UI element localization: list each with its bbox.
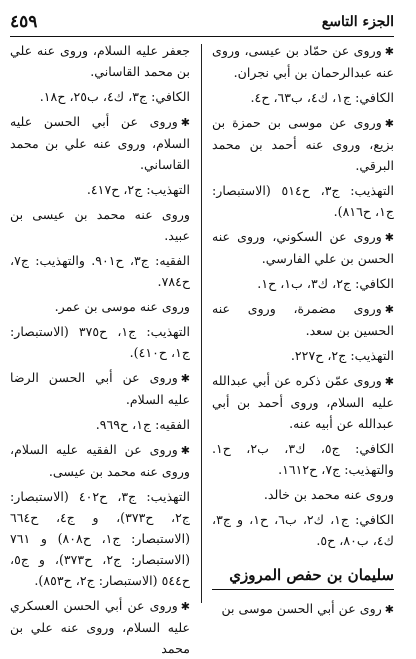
entry-text: وروى عن حمّاد بن عيسى، وروى عنه عبدالرحمان بن أبي نجران. bbox=[212, 43, 394, 80]
entry-paragraph bbox=[10, 367, 190, 410]
asterisk-icon: ✱ bbox=[384, 117, 394, 130]
entry-paragraph bbox=[10, 250, 190, 292]
asterisk-icon: ✱ bbox=[180, 444, 190, 457]
entry-paragraph bbox=[212, 438, 394, 480]
entry-text: وروى عن أبي الحسن العسكري عليه السلام، وروى عنه علي بن محمد bbox=[10, 598, 190, 656]
entry-text: الفقيه: ج١، ح٩٦٩. bbox=[95, 417, 190, 432]
entry-text: وروى عنه محمد بن خالد. bbox=[263, 487, 394, 502]
entry-paragraph bbox=[212, 298, 394, 341]
entry-text: وروى عن أبي الحسن الرضا عليه السلام. bbox=[10, 370, 190, 407]
entry-text: التهذيب: ج٢، ح٢٢٧. bbox=[290, 348, 394, 363]
entry-paragraph bbox=[212, 226, 394, 269]
entry-paragraph bbox=[212, 180, 394, 222]
entry-text: الكافي: ج٥، ك٣، ب٢، ح١. والتهذيب: ج٧، ح١٦١٢. bbox=[212, 441, 394, 477]
asterisk-icon: ✱ bbox=[180, 372, 190, 385]
entry-text: التهذيب: ج٢، ح٤١٧. bbox=[86, 182, 190, 197]
entry-paragraph bbox=[10, 40, 190, 82]
entry-paragraph bbox=[212, 598, 394, 620]
entry-text: وروى عن السكوني، وروى عنه الحسن بن علي الفارسي. bbox=[212, 229, 394, 266]
asterisk-icon: ✱ bbox=[180, 600, 190, 613]
entry-paragraph bbox=[10, 179, 190, 200]
column-divider bbox=[201, 44, 202, 603]
entry-paragraph bbox=[10, 595, 190, 659]
entry-text: وروى عمّن ذكره عن أبي عبدالله عليه السلام، وروى أحمد بن أبي عبدالله عن أبيه عنه. bbox=[212, 373, 394, 431]
entry-paragraph bbox=[212, 87, 394, 108]
asterisk-icon: ✱ bbox=[384, 303, 394, 316]
entry-text: التهذيب: ج١، ح٣٧٥ (الاستبصار: ج١، ح٤١٠). bbox=[10, 324, 190, 360]
entry-text: التهذيب: ج٣، ح٤٠٢ (الاستبصار: ج٢، ح٣٧٣)، و ج٤، ح٦٦٤ (الاستبصار: ج١، ح٨٠٨) و ٧٦١ (الاستبصار: ج٢، ح٣٧٣)، و ج٥، ح٥٤٤ (الاستبصار: ج٢، ح٨٥٣). bbox=[10, 489, 191, 588]
entry-paragraph bbox=[10, 486, 190, 591]
entry-text: وروى مضمرة، وروى عنه الحسين بن سعد. bbox=[212, 301, 394, 338]
page-header bbox=[10, 10, 394, 37]
entry-paragraph bbox=[10, 296, 190, 317]
entry-text: الكافي: ج٣، ك٤، ب٢٥، ح١٨. bbox=[39, 89, 190, 104]
entry-text: الكافي: ج١، ك٢، ب٦، ح١، و ج٣، ك٤، ب٨٠، ح٥. bbox=[212, 512, 394, 548]
entry-paragraph bbox=[212, 40, 394, 83]
entry-paragraph bbox=[10, 111, 190, 175]
entry-paragraph bbox=[10, 321, 190, 363]
entry-paragraph bbox=[212, 484, 394, 505]
entry-text: الكافي: ج١، ك٤، ب٦٣، ح٤. bbox=[250, 90, 394, 105]
right-column bbox=[212, 40, 394, 616]
entry-text: وروى عنه محمد بن عيسى بن عبيد. bbox=[10, 207, 190, 243]
entry-paragraph bbox=[212, 112, 394, 176]
entry-paragraph bbox=[10, 86, 190, 107]
entry-text: وروى عنه موسى بن عمر. bbox=[54, 299, 190, 314]
entry-text: التهذيب: ج٣، ح٥١٤ (الاستبصار: ج١، ح٨١٦). bbox=[212, 183, 394, 219]
entry-text: روى عن أبي الحسن موسى بن bbox=[221, 601, 382, 616]
entry-paragraph bbox=[212, 509, 394, 551]
volume-title: الجزء التاسع bbox=[321, 14, 394, 30]
asterisk-icon: ✱ bbox=[384, 45, 394, 58]
entry-text: الفقيه: ج٣، ح٩٠١. والتهذيب: ج٧، ح٧٨٤. bbox=[10, 253, 191, 289]
asterisk-icon: ✱ bbox=[384, 231, 394, 244]
entry-text: وروى عن أبي الحسن عليه السلام، وروى عنه علي بن محمد القاساني. bbox=[10, 114, 190, 172]
entry-text: وروى عن الفقيه عليه السلام، وروى عنه محمد بن عيسى. bbox=[10, 442, 190, 479]
entry-text: الكافي: ج٢، ك٣، ب١، ح١. bbox=[257, 276, 394, 291]
entry-text: وروى عن موسى بن حمزة بن بزيع، وروى عنه أحمد بن محمد البرقي. bbox=[212, 115, 394, 173]
entry-text: جعفر عليه السلام، وروى عنه علي بن محمد القاساني. bbox=[10, 43, 190, 79]
page-number: ٤٥٩ bbox=[10, 12, 38, 32]
asterisk-icon: ✱ bbox=[384, 603, 394, 616]
asterisk-icon: ✱ bbox=[180, 116, 190, 129]
entry-paragraph bbox=[10, 204, 190, 246]
entry-paragraph bbox=[10, 414, 190, 435]
left-column bbox=[10, 40, 191, 656]
asterisk-icon: ✱ bbox=[384, 375, 394, 388]
entry-paragraph bbox=[10, 439, 190, 482]
entry-paragraph bbox=[212, 345, 394, 366]
section-heading: سليمان بن حفص المروزي bbox=[212, 565, 394, 590]
entry-paragraph bbox=[212, 273, 394, 294]
entry-paragraph bbox=[212, 370, 394, 434]
